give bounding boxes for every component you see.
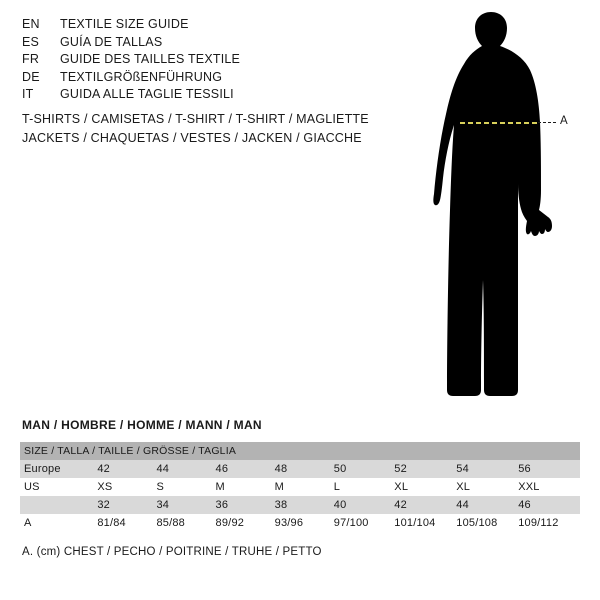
table-row <box>20 478 580 496</box>
cell-value: 56 <box>518 460 580 478</box>
cell-value: M <box>216 478 275 496</box>
cell-value: XXL <box>518 478 580 496</box>
cell-value: 54 <box>456 460 518 478</box>
cell-value: 52 <box>394 460 456 478</box>
table-row <box>20 496 580 514</box>
cell-value: 48 <box>275 460 334 478</box>
language-row <box>22 16 402 34</box>
language-row <box>22 86 402 104</box>
silhouette-icon <box>400 10 600 405</box>
language-code: FR <box>22 52 40 66</box>
footnote-chest-measurement: A. (cm) CHEST / PECHO / POITRINE / TRUHE / PETTO <box>22 546 322 558</box>
cell-value: 46 <box>216 460 275 478</box>
language-title: TEXTILGRÖßENFÜHRUNG <box>60 69 223 84</box>
cell-value: 101/104 <box>394 514 456 532</box>
cell-value: S <box>156 478 215 496</box>
cell-value: 46 <box>518 496 580 514</box>
measure-leader-line <box>538 122 556 123</box>
row-label: A <box>20 514 97 532</box>
cell-value: XL <box>394 478 456 496</box>
cell-value: 85/88 <box>156 514 215 532</box>
language-row <box>22 34 402 52</box>
category-tshirts: T-SHIRTS / CAMISETAS / T-SHIRT / T-SHIRT / MAGLIETTE <box>22 112 369 126</box>
language-code: IT <box>22 87 34 101</box>
cell-value: 97/100 <box>334 514 395 532</box>
category-block <box>22 110 442 148</box>
table-header-row <box>20 442 580 460</box>
language-title: GUIDA ALLE TAGLIE TESSILI <box>60 87 234 101</box>
table-title: MAN / HOMBRE / HOMME / MANN / MAN <box>22 418 262 432</box>
cell-value: 36 <box>216 496 275 514</box>
cell-value: L <box>334 478 395 496</box>
cell-value: 42 <box>394 496 456 514</box>
cell-value: 38 <box>275 496 334 514</box>
language-code: DE <box>22 69 40 84</box>
cell-value: XL <box>456 478 518 496</box>
table-header-label: SIZE / TALLA / TAILLE / GRÖSSE / TAGLIA <box>20 442 580 460</box>
cell-value: 89/92 <box>216 514 275 532</box>
cell-value: 32 <box>97 496 156 514</box>
cell-value: 109/112 <box>518 514 580 532</box>
cell-value: 93/96 <box>275 514 334 532</box>
language-code: ES <box>22 34 40 49</box>
language-row <box>22 69 402 87</box>
cell-value: 105/108 <box>456 514 518 532</box>
size-table <box>20 442 580 532</box>
cell-value: XS <box>97 478 156 496</box>
table-row <box>20 514 580 532</box>
cell-value: 40 <box>334 496 395 514</box>
language-row <box>22 51 402 69</box>
table-row <box>20 460 580 478</box>
measure-label-a: A <box>560 115 568 127</box>
cell-value: 44 <box>156 460 215 478</box>
cell-value: 34 <box>156 496 215 514</box>
category-jackets: JACKETS / CHAQUETAS / VESTES / JACKEN / GIACCHE <box>22 131 362 145</box>
row-label: US <box>20 478 97 496</box>
cell-value: 44 <box>456 496 518 514</box>
language-header-block <box>22 16 402 104</box>
male-silhouette-figure <box>400 10 600 405</box>
language-title: GUÍA DE TALLAS <box>60 34 163 49</box>
language-title: TEXTILE SIZE GUIDE <box>60 17 189 31</box>
row-label <box>20 496 97 514</box>
cell-value: 81/84 <box>97 514 156 532</box>
language-title: GUIDE DES TAILLES TEXTILE <box>60 52 241 66</box>
cell-value: 50 <box>334 460 395 478</box>
row-label: Europe <box>20 460 97 478</box>
cell-value: 42 <box>97 460 156 478</box>
cell-value: M <box>275 478 334 496</box>
language-code: EN <box>22 17 40 31</box>
